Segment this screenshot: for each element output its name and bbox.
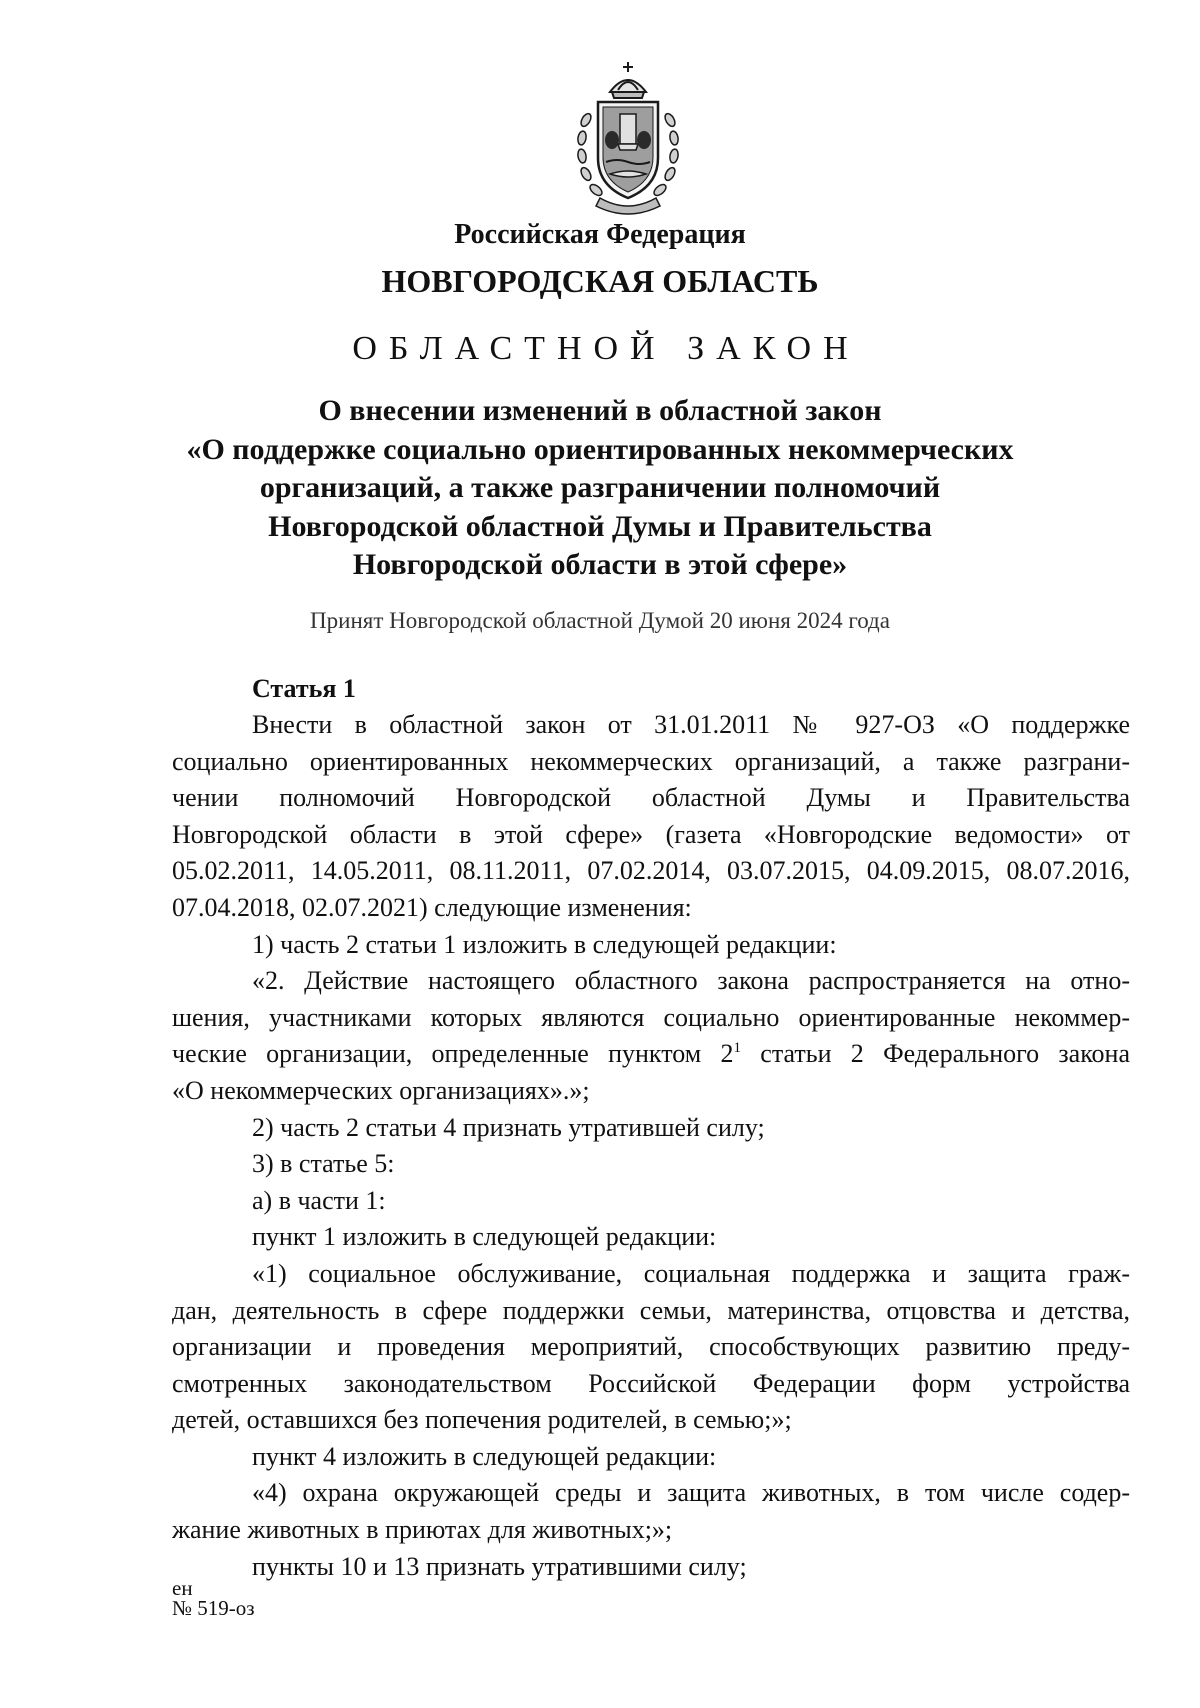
text-line: пункты 10 и 13 признать утратившими силу; [252,1551,747,1581]
country-name: Российская Федерация [454,219,746,250]
text-line: 05.02.2011, 14.05.2011, 08.11.2011, 07.02.2014, 03.07.2015, 04.09.2015, 08.07.2016, [172,856,1130,886]
title-line: О внесении изменений в областной закон [318,394,882,427]
title-line: организаций, а также разграничении полномочий [259,471,941,504]
text-fragment: статьи 2 Федерального закона [740,1039,1130,1069]
law-title [150,392,1050,585]
region-name: НОВГОРОДСКАЯ ОБЛАСТЬ [381,263,819,299]
text-line: «1) социальное обслуживание, социальная поддержка и защита граж- [252,1258,1130,1288]
coat-of-arms-icon [572,58,684,220]
text-line: пункт 1 изложить в следующей редакции: [252,1222,717,1252]
law-number: № 519-оз [172,1596,255,1620]
author-initials: ен [172,1576,193,1600]
superscript: 1 [733,1040,741,1057]
text-line: «О некоммерческих организациях».»; [172,1075,590,1105]
document-type: ОБЛАСТНОЙ ЗАКОН [352,330,860,367]
text-fragment: ческие организации, определенные пунктом 2 [172,1039,734,1069]
text-line: чении полномочий Новгородской областной Думы и Правительства [172,783,1130,813]
text-line: жание животных в приютах для животных;»; [172,1515,673,1545]
title-line: «О поддержке социально ориентированных некоммерческих [186,432,1014,466]
adoption-date-note: Принят Новгородской областной Думой 20 июня 2024 года [310,608,890,633]
text-line: 07.04.2018, 02.07.2021) следующие изменения: [172,892,692,922]
text-line: пункт 4 изложить в следующей редакции: [252,1441,717,1471]
document-footer [172,1578,255,1618]
text-line: а) в части 1: [252,1185,386,1215]
text-line: 1) часть 2 статьи 1 изложить в следующей редакции: [252,929,837,959]
text-line: шения, участниками которых являются социально ориентированные некоммер- [172,1002,1130,1032]
text-line: «2. Действие настоящего областного закона распространяется на отно- [252,966,1130,996]
text-line: детей, оставшихся без попечения родителей, в семью;»; [172,1405,792,1435]
text-line: Новгородской области в этой сфере» (газета «Новгородские ведомости» от [172,819,1130,849]
text-line: дан, деятельность в сфере поддержки семьи, материнства, отцовства и детства, [172,1295,1130,1325]
text-line: 2) часть 2 статьи 4 признать утратившей силу; [252,1112,765,1142]
text-line [172,1036,1130,1073]
text-line: смотренных законодательством Российской Федерации форм устройства [172,1368,1130,1398]
title-line: Новгородской области в этой сфере» [352,548,848,581]
title-line: Новгородской областной Думы и Правительства [268,509,932,543]
text-line: 3) в статье 5: [252,1149,395,1179]
article-body [172,670,1130,1585]
text-line: «4) охрана окружающей среды и защита животных, в том числе содер- [252,1478,1130,1508]
article-heading: Статья 1 [252,674,356,703]
text-line: организации и проведения мероприятий, способствующих развитию преду- [172,1332,1130,1362]
text-line: Внести в областной закон от 31.01.2011 № 927-ОЗ «О поддержке [252,710,1130,739]
text-line: социально ориентированных некоммерческих организаций, а также разграни- [172,746,1130,776]
